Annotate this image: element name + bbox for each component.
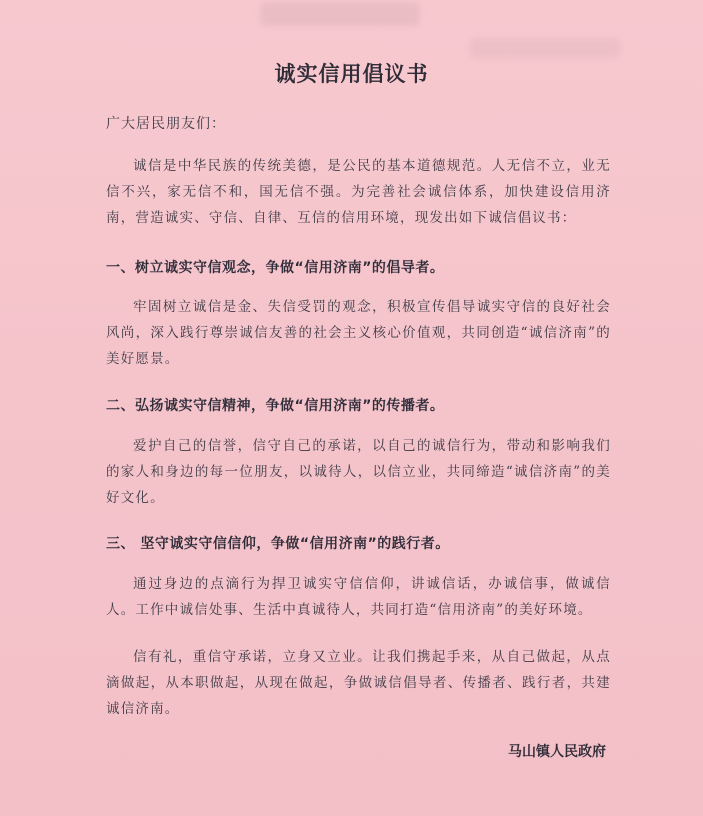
section-heading-1: 一、树立诚实守信观念，争做“信用济南”的倡导者。 (106, 260, 445, 276)
signature: 马山镇人民政府 (508, 744, 606, 760)
bleed-through-text (470, 38, 620, 58)
closing-paragraph: 信有礼，重信守承诺，立身又立业。让我们携起手来，从自己做起，从点滴做起，从本职做起，从现在做起，争做诚信倡导者、传播者、践行者，共建诚信济南。 (106, 649, 611, 717)
document-title: 诚实信用倡议书 (274, 62, 429, 86)
salutation: 广大居民朋友们： (106, 116, 226, 132)
bleed-through-text (260, 2, 420, 26)
section-body-2: 爱护自己的信誉，信守自己的承诺，以自己的诚信行为，带动和影响我们的家人和身边的每一位朋友，以诚待人，以信立业，共同缔造“诚信济南”的美好文化。 (106, 438, 611, 506)
section-body-3: 通过身边的点滴行为捍卫诚实守信信仰，讲诚信话，办诚信事，做诚信人。工作中诚信处事、生活中真诚待人，共同打造“信用济南”的美好环境。 (106, 576, 611, 618)
section-heading-2: 二、弘扬诚实守信精神，争做“信用济南”的传播者。 (106, 398, 445, 414)
section-heading-3: 三、 坚守诚实守信信仰，争做“信用济南”的践行者。 (106, 536, 450, 552)
intro-paragraph: 诚信是中华民族的传统美德，是公民的基本道德规范。人无信不立，业无信不兴，家无信不和，国无信不强。为完善社会诚信体系，加快建设信用济南，营造诚实、守信、自律、互信的信用环境，现发出如下诚信倡议书： (106, 158, 611, 226)
section-body-1: 牢固树立诚信是金、失信受罚的观念，积极宣传倡导诚实守信的良好社会风尚，深入践行尊崇诚信友善的社会主义核心价值观，共同创造“诚信济南”的美好愿景。 (106, 299, 611, 367)
